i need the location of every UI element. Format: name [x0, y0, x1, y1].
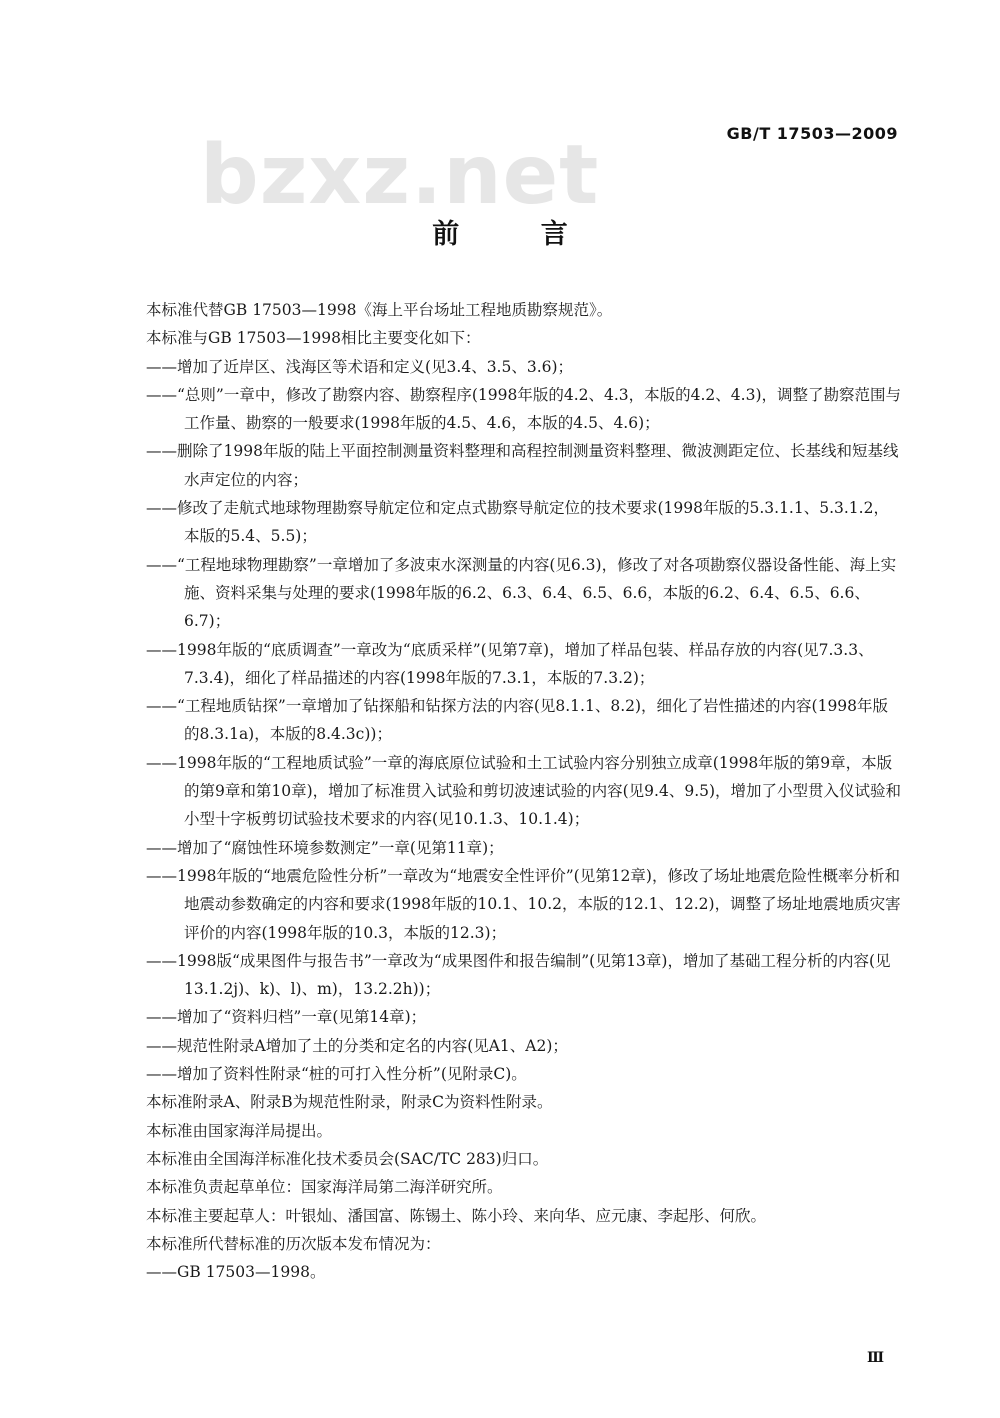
- paragraph: 本标准主要起草人：叶银灿、潘国富、陈锡土、陈小玲、来向华、应元康、李起彤、何欣。: [146, 1206, 767, 1225]
- paragraph: 本标准所代替标准的历次版本发布情况为：: [146, 1234, 441, 1253]
- paragraph: 本标准负责起草单位：国家海洋局第二海洋研究所。: [146, 1178, 503, 1197]
- list-item: ——规范性附录A增加了土的分类和定名的内容(见A1、A2)；: [146, 1036, 568, 1055]
- list-item: ——1998年版的“工程地质试验”一章的海底原位试验和土工试验内容分别独立成章(1998年版的第9章，本版的第9章和第10章)，增加了标准贯入试验和剪切波速试验的内容(见9.4、9.5)，增加了小型贯入仪试验和小型十字板剪切试验技术要求的内容(见10.1.3、10.1.4)；: [146, 753, 902, 829]
- list-item: ——增加了近岸区、浅海区等术语和定义(见3.4、3.5、3.6)；: [146, 357, 574, 376]
- list-item: ——1998版“成果图件与报告书”一章改为“成果图件和报告编制”(见第13章)，增加了基础工程分析的内容(见13.1.2j)、k)、l)、m)，13.2.2h))；: [146, 951, 891, 999]
- list-item: ——增加了“腐蚀性环境参数测定”一章(见第11章)；: [146, 838, 504, 857]
- list-item: ——删除了1998年版的陆上平面控制测量资料整理和高程控制测量资料整理、微波测距定位、长基线和短基线水声定位的内容；: [146, 442, 899, 489]
- list-item: ——“工程地球物理勘察”一章增加了多波束水深测量的内容(见6.3)，修改了对各项勘察仪器设备性能、海上实施、资料采集与处理的要求(1998年版的6.2、6.3、6.4、6.5、6.6，本版的6.2、6.4、6.5、6.6、6.7)；: [146, 555, 897, 631]
- list-item: ——增加了资料性附录“桩的可打入性分析”(见附录C)。: [146, 1065, 527, 1084]
- paragraph: 本标准代替GB 17503—1998《海上平台场址工程地质勘察规范》。: [146, 301, 613, 319]
- list-item: ——“工程地质钻探”一章增加了钻探船和钻探方法的内容(见8.1.1、8.2)，细化了岩性描述的内容(1998年版的8.3.1a)，本版的8.4.3c))；: [146, 697, 889, 744]
- watermark: bzxz.net: [200, 128, 600, 223]
- paragraph: 本标准与GB 17503—1998相比主要变化如下：: [146, 329, 481, 348]
- list-item: ——增加了“资料归档”一章(见第14章)；: [146, 1008, 427, 1027]
- list-item: ——1998年版的“地震危险性分析”一章改为“地震安全性评价”(见第12章)，修改了场址地震危险性概率分析和地震动参数确定的内容和要求(1998年版的10.1、10.2，本版的12.1、12.2)，调整了场址地震地质灾害评价的内容(1998年版的10.3，本版的12.3)；: [146, 866, 901, 942]
- standard-code: GB/T 17503—2009: [726, 124, 898, 143]
- preface-body: [146, 296, 902, 1286]
- list-item: ——GB 17503—1998。: [146, 1263, 326, 1282]
- paragraph: 本标准由国家海洋局提出。: [146, 1121, 333, 1140]
- paragraph: 本标准由全国海洋标准化技术委员会(SAC/TC 283)归口。: [146, 1149, 549, 1168]
- list-item: ——修改了走航式地球物理勘察导航定位和定点式勘察导航定位的技术要求(1998年版的5.3.1.1、5.3.1.2，本版的5.4、5.5)；: [146, 499, 889, 546]
- paragraph: 本标准附录A、附录B为规范性附录，附录C为资料性附录。: [146, 1093, 553, 1112]
- page-title: 前 言: [432, 219, 604, 250]
- page-number: Ⅲ: [866, 1350, 884, 1366]
- list-item: ——“总则”一章中，修改了勘察内容、勘察程序(1998年版的4.2、4.3，本版的4.2、4.3)，调整了勘察范围与工作量、勘察的一般要求(1998年版的4.5、4.6，本版的4.5、4.6)；: [146, 385, 901, 433]
- list-item: ——1998年版的“底质调查”一章改为“底质采样”(见第7章)，增加了样品包装、样品存放的内容(见7.3.3、7.3.4)，细化了样品描述的内容(1998年版的7.3.1，本版的7.3.2)；: [146, 640, 874, 687]
